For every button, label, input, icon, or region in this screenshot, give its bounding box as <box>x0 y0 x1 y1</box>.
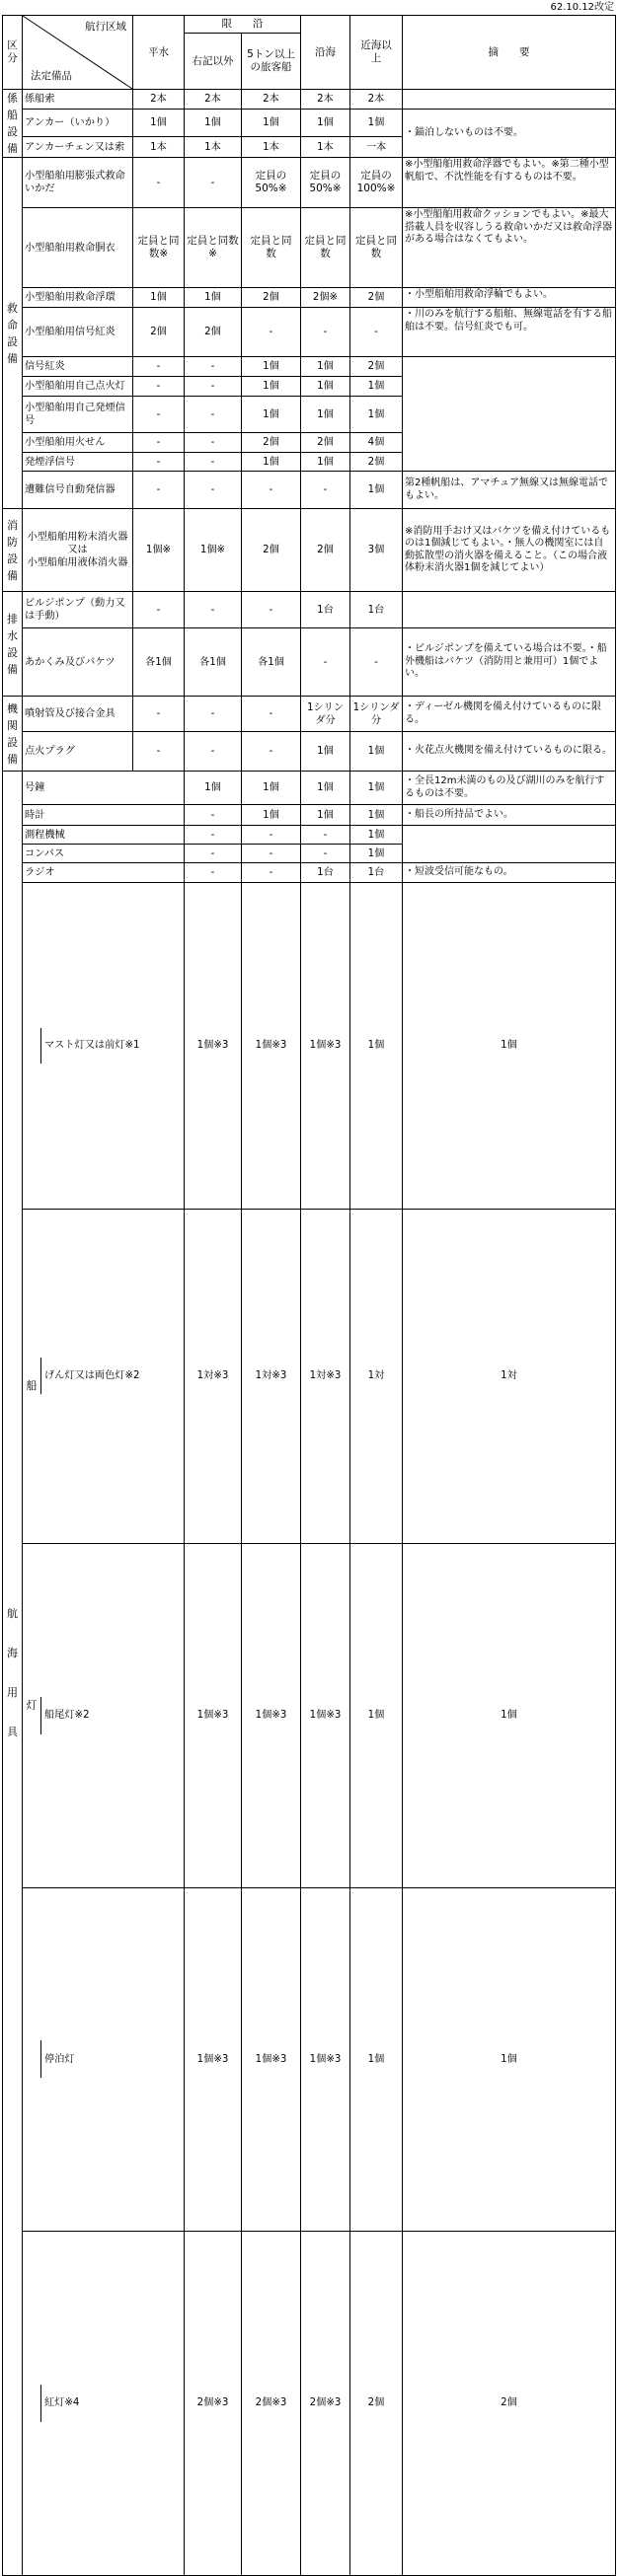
cell: - <box>185 697 242 732</box>
cell: 1個 <box>301 397 350 433</box>
item-name: 号鐘 <box>23 772 185 805</box>
light-group-spacer <box>23 2040 41 2078</box>
cell: 定員と同数※ <box>133 208 185 288</box>
remark-raft: ※小型船舶用救命浮器でもよい。※第二種小型帆船で、不沈性能を有するものは不要。 <box>403 158 616 208</box>
cell: - <box>185 732 242 772</box>
migi-igai-header: 右記以外 <box>185 34 242 90</box>
cell: 1個 <box>301 772 350 805</box>
cell: 1個 <box>185 772 242 805</box>
cell: - <box>301 308 350 357</box>
group-light-label-1: 船 <box>23 1358 41 1394</box>
cell: 1個 <box>350 1887 403 2231</box>
cell: 2本 <box>350 90 403 110</box>
cell: 2本 <box>185 90 242 110</box>
equip-label: 法定備品 <box>31 70 72 82</box>
cell: 2個 <box>242 509 301 592</box>
cell: - <box>133 158 185 208</box>
cell: - <box>350 308 403 357</box>
remark-epirb: 第2種帆船は、アマチュア無線又は無線電話でもよい。 <box>403 472 616 509</box>
cell: 1個※3 <box>185 883 242 1210</box>
cell: 1個※3 <box>301 1887 350 2231</box>
group-nav: 航 海 用 具 <box>3 772 23 2576</box>
item-name: 小型船舶用火せん <box>23 433 133 453</box>
gen-enkai-header: 限 沿 <box>185 16 301 34</box>
diagonal-header <box>23 16 133 90</box>
remark-vest: ※小型船舶用救命クッションでもよい。※最大搭載人員を収容しうる救命いかだ又は救命浮器がある場合はなくてもよい。 <box>403 208 616 288</box>
cell: 1個 <box>350 805 403 826</box>
item-name: 小型船舶用救命浮環 <box>23 288 133 308</box>
cell: 1台 <box>350 863 403 883</box>
cell: 1個 <box>350 472 403 509</box>
item-name: 小型船舶用救命胴衣 <box>23 208 133 288</box>
cell: 1個 <box>350 883 403 1210</box>
cell: 定員の100%※ <box>350 158 403 208</box>
cell: - <box>185 397 242 433</box>
cell: 1本 <box>242 137 301 158</box>
cell: - <box>185 158 242 208</box>
item-name: アンカー（いかり） <box>23 110 133 137</box>
cell: 2個 <box>350 2232 403 2576</box>
cell: - <box>133 433 185 453</box>
remark-empty <box>403 826 616 863</box>
group-drain: 排 水 設 備 <box>3 592 23 697</box>
cell: 1個 <box>350 397 403 433</box>
cell: 各1個 <box>242 628 301 697</box>
five-ton-header: 5トン以上の旅客船 <box>242 34 301 90</box>
cell: 1対 <box>350 1209 403 1544</box>
cell: - <box>133 397 185 433</box>
cell: - <box>242 592 301 628</box>
cell: 1個※3 <box>242 1544 301 1887</box>
item-name-extinguisher: 小型船舶用粉末消火器 又は 小型船舶用液体消火器 <box>23 509 133 592</box>
cell: - <box>133 377 185 397</box>
cell: 1個 <box>242 453 301 472</box>
cell: - <box>185 357 242 377</box>
item-name: げん灯又は両色灯※2 <box>44 1370 140 1382</box>
cell: 1個 <box>242 805 301 826</box>
item-name: 信号紅炎 <box>23 357 133 377</box>
cell: 1個 <box>350 1544 403 1887</box>
cell: 各1個 <box>185 628 242 697</box>
cell: 1個 <box>301 110 350 137</box>
cell: - <box>133 453 185 472</box>
item-name: マスト灯又は前灯※1 <box>44 1040 140 1052</box>
group-light-top <box>23 1028 41 1064</box>
cell: 1個 <box>350 377 403 397</box>
cell: 定員と同 数 <box>242 208 301 288</box>
cell: 定員の50%※ <box>301 158 350 208</box>
cell: 定員と同 数 <box>301 208 350 288</box>
revision-date: 62.10.12改定 <box>550 2 614 13</box>
cell: 1個※3 <box>301 1544 350 1887</box>
item-name: ラジオ <box>23 863 185 883</box>
cell: 2個※3 <box>242 2232 301 2576</box>
remark-anchor: ・錨泊しないものは不要。 <box>403 110 616 158</box>
cell: 各1個 <box>133 628 185 697</box>
item-name: 小型船舶用自己点火灯 <box>23 377 133 397</box>
cell: - <box>185 845 242 863</box>
cell: 1個※ <box>185 509 242 592</box>
group-light-label-2: 灯 <box>23 1697 41 1734</box>
cell: - <box>133 732 185 772</box>
light-row-mast <box>23 883 185 1210</box>
cell: 1個 <box>301 805 350 826</box>
item-name: 停泊灯 <box>44 2053 75 2065</box>
cell: - <box>301 628 350 697</box>
cell: 1個※3 <box>185 1887 242 2231</box>
cell: 2本 <box>133 90 185 110</box>
item-name: 測程機械 <box>23 826 185 845</box>
cell: - <box>242 472 301 509</box>
remark-bell: ・全長12m未満のもの及び湖川のみを航行するものは不要。 <box>403 772 616 805</box>
item-name: 紅灯※4 <box>44 2397 80 2409</box>
cell: 1個 <box>301 732 350 772</box>
item-name: 時計 <box>23 805 185 826</box>
cell: 1台 <box>350 592 403 628</box>
cell: 1個※3 <box>185 1544 242 1887</box>
area-label: 航行区域 <box>85 21 126 33</box>
remark-empty <box>403 90 616 110</box>
cell: - <box>185 805 242 826</box>
cell: - <box>242 826 301 845</box>
cell: - <box>133 357 185 377</box>
cell: 1個 <box>185 110 242 137</box>
remark-ring: ・小型船舶用救命浮輪でもよい。 <box>403 288 616 308</box>
heisui-header: 平水 <box>133 16 185 90</box>
item-name: あかくみ及びバケツ <box>23 628 133 697</box>
cell: 1個 <box>242 397 301 433</box>
cell: 1本 <box>301 137 350 158</box>
cell: 1個 <box>242 377 301 397</box>
remark-empty <box>403 592 616 628</box>
cell: 定員と同数※ <box>185 208 242 288</box>
cell: 1台 <box>301 592 350 628</box>
cell: - <box>301 472 350 509</box>
cell: 1個 <box>301 453 350 472</box>
cell: 1本 <box>185 137 242 158</box>
item-name: 発煙浮信号 <box>23 453 133 472</box>
cell: - <box>301 845 350 863</box>
cell: - <box>301 826 350 845</box>
cell: 2個※3 <box>185 2232 242 2576</box>
cell: 2個 <box>242 288 301 308</box>
remark-empty <box>403 357 616 472</box>
cell: 2個 <box>133 308 185 357</box>
cell: 1個 <box>403 883 616 1210</box>
cell: 1個 <box>133 288 185 308</box>
cell: 1対※3 <box>301 1209 350 1544</box>
remark-diesel: ・ディーゼル機関を備え付けているものに限る。 <box>403 697 616 732</box>
cell: 1個 <box>403 1544 616 1887</box>
cell: - <box>185 826 242 845</box>
cell: - <box>242 732 301 772</box>
cell: - <box>133 472 185 509</box>
equipment-table <box>2 15 616 2576</box>
item-name: 小型船舶用信号紅炎 <box>23 308 133 357</box>
remark-flare: ・川のみを航行する船舶、無線電話を有する船舶は不要。信号紅炎でも可。 <box>403 308 616 357</box>
item-name: 噴射管及び接合金具 <box>23 697 133 732</box>
cell: - <box>185 472 242 509</box>
item-name: ビルジポンプ（動力又は手動） <box>23 592 133 628</box>
item-name: コンパス <box>23 845 185 863</box>
cell: 1個 <box>350 732 403 772</box>
cell: 1個※3 <box>301 883 350 1210</box>
remark-spark: ・火花点火機関を備え付けているものに限る。 <box>403 732 616 772</box>
cell: 2本 <box>242 90 301 110</box>
cell: 1対※3 <box>185 1209 242 1544</box>
cell: 1個 <box>242 110 301 137</box>
cell: 2個 <box>350 288 403 308</box>
cell: 1個 <box>403 1887 616 2231</box>
cell: - <box>242 845 301 863</box>
light-row-side <box>23 1209 185 1544</box>
cell: 1個 <box>242 772 301 805</box>
cell: 1個 <box>350 845 403 863</box>
item-name: 遭難信号自動発信器 <box>23 472 133 509</box>
group-mooring: 係 船 設 備 <box>3 90 23 158</box>
item-name: 小型船舶用自己発煙信号 <box>23 397 133 433</box>
cell: 1個 <box>350 826 403 845</box>
cell: 2個 <box>242 433 301 453</box>
item-name: 係船索 <box>23 90 133 110</box>
cell: - <box>133 592 185 628</box>
cell: - <box>185 377 242 397</box>
cell: 1個 <box>350 110 403 137</box>
cell: 1台 <box>301 863 350 883</box>
cell: 1本 <box>133 137 185 158</box>
cell: 1個※ <box>133 509 185 592</box>
cell: 1個 <box>242 357 301 377</box>
cell: 2個 <box>301 509 350 592</box>
cell: - <box>185 433 242 453</box>
light-row-anchor <box>23 1887 185 2231</box>
cell: - <box>242 308 301 357</box>
remark-clock: ・船長の所持品でよい。 <box>403 805 616 826</box>
cell: 2個 <box>301 433 350 453</box>
item-name: 点火プラグ <box>23 732 133 772</box>
light-group-spacer <box>23 2385 41 2422</box>
item-name: 小型船舶用膨張式救命いかだ <box>23 158 133 208</box>
cell: 1個※3 <box>242 1887 301 2231</box>
cell: - <box>242 697 301 732</box>
cell: 1対※3 <box>242 1209 301 1544</box>
cell: 1シリンダ分 <box>350 697 403 732</box>
kubun-header: 区分 <box>3 16 23 90</box>
cell: 2個 <box>350 357 403 377</box>
cell: - <box>242 863 301 883</box>
cell: - <box>185 863 242 883</box>
remark-radio: ・短波受信可能なもの。 <box>403 863 616 883</box>
cell: 2個 <box>403 2232 616 2576</box>
group-engine: 機 関 設 備 <box>3 697 23 772</box>
cell: 定員の50%※ <box>242 158 301 208</box>
remarks-header: 摘 要 <box>403 16 616 90</box>
kinkai-header: 近海以上 <box>350 16 403 90</box>
cell: 1対 <box>403 1209 616 1544</box>
cell: 2個※ <box>301 288 350 308</box>
item-name: 船尾灯※2 <box>44 1710 90 1722</box>
cell: 1個 <box>350 772 403 805</box>
cell: - <box>185 592 242 628</box>
remark-bucket: ・ビルジポンプを備えている場合は不要。・船外機船はバケツ（消防用と兼用可）1個でよい。 <box>403 628 616 697</box>
cell: 2個 <box>350 453 403 472</box>
cell: 1個※3 <box>242 883 301 1210</box>
cell: 1個 <box>301 357 350 377</box>
cell: 定員と同 数 <box>350 208 403 288</box>
cell: 一本 <box>350 137 403 158</box>
cell: 1個 <box>301 377 350 397</box>
cell: - <box>350 628 403 697</box>
enkai-header: 沿海 <box>301 16 350 90</box>
group-lifesaving: 救 命 設 備 <box>3 158 23 509</box>
item-name: アンカーチェン又は索 <box>23 137 133 158</box>
light-row-stern <box>23 1544 185 1887</box>
cell: - <box>185 453 242 472</box>
cell: 2本 <box>301 90 350 110</box>
light-row-red <box>23 2232 185 2576</box>
group-fire: 消 防 設 備 <box>3 509 23 592</box>
cell: 1シリンダ分 <box>301 697 350 732</box>
remark-fire: ※消防用手おけ又はバケツを備え付けているものは1個減じてもよい。・無人の機関室には自動拡散型の消火器を備えること。（この場合液体粉末消火器1個を減じてよい） <box>403 509 616 592</box>
cell: 1個 <box>185 288 242 308</box>
cell: 1個 <box>133 110 185 137</box>
cell: 2個 <box>185 308 242 357</box>
cell: 3個 <box>350 509 403 592</box>
cell: 2個※3 <box>301 2232 350 2576</box>
cell: - <box>133 697 185 732</box>
cell: 4個 <box>350 433 403 453</box>
